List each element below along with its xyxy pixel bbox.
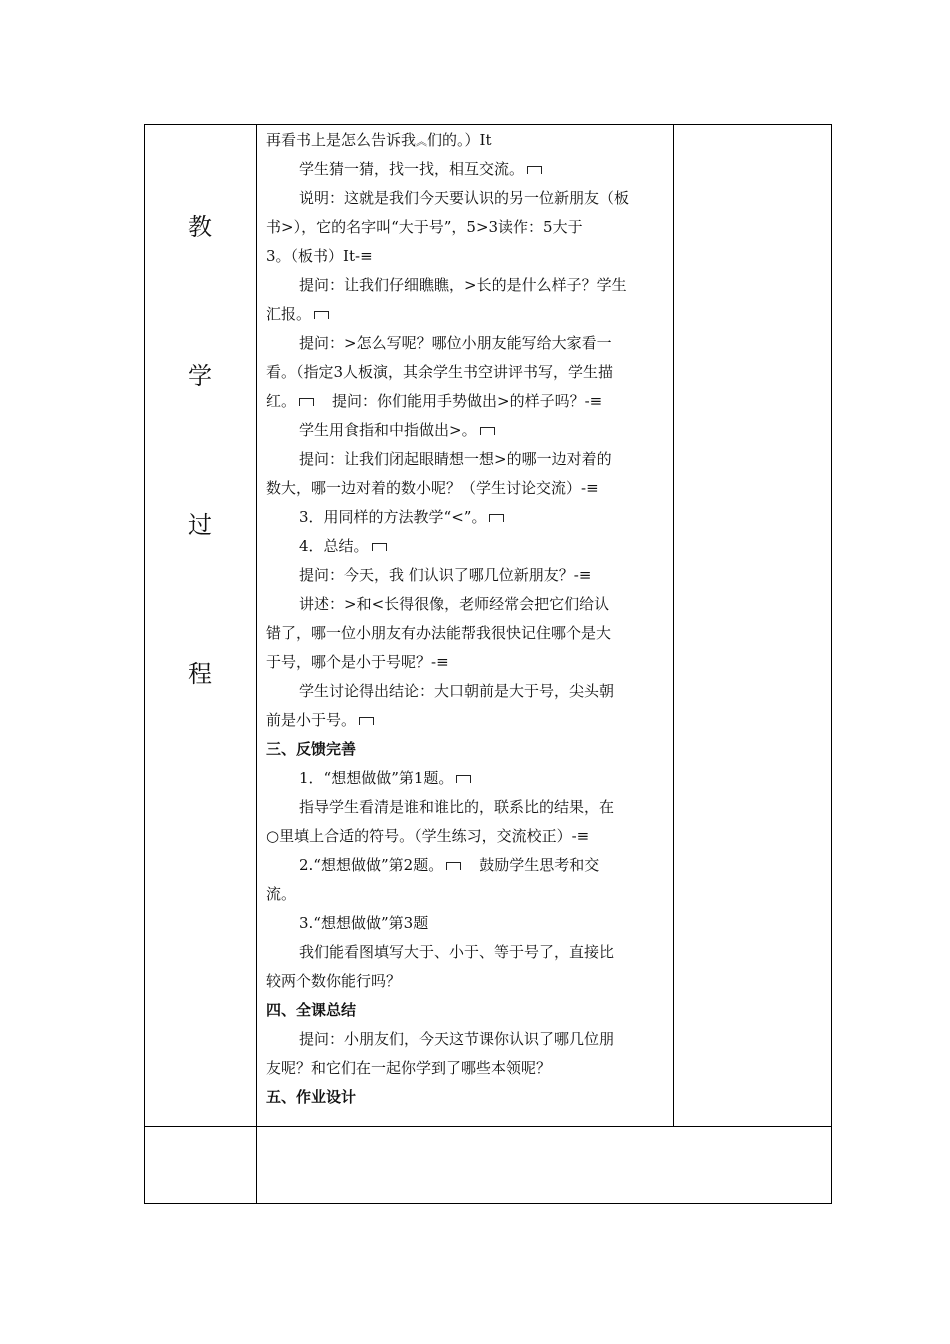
line-text: 五、作业设计 bbox=[266, 1088, 357, 1106]
line-text: 前是小于号。 bbox=[266, 711, 357, 729]
bracket-mark-icon bbox=[372, 543, 387, 551]
line-text: 三、反馈完善 bbox=[266, 740, 357, 758]
table-bottom-border bbox=[144, 1203, 832, 1204]
paragraph-line bbox=[266, 532, 662, 561]
paragraph-line bbox=[266, 822, 662, 851]
bracket-mark-icon bbox=[299, 398, 314, 406]
line-text: 说明：这就是我们今天要认识的另一位新朋友（板 bbox=[299, 189, 630, 207]
line-text: 数大，哪一边对着的数小呢？（学生讨论交流）-≡ bbox=[266, 479, 599, 497]
paragraph-line bbox=[266, 706, 662, 735]
line-text: 友呢？和它们在一起你学到了哪些本领呢？ bbox=[266, 1059, 552, 1077]
line-text-after: 鼓励学生思考和交 bbox=[479, 856, 600, 874]
paragraph-line bbox=[266, 677, 662, 706]
paragraph-line bbox=[266, 619, 662, 648]
line-text: 提问：小朋友们，今天这节课你认识了哪几位朋 bbox=[299, 1030, 615, 1048]
column-divider-right bbox=[673, 124, 674, 1127]
line-text: 3。（板书）It-≡ bbox=[266, 247, 373, 265]
line-text: 3．用同样的方法教学“<”。 bbox=[299, 508, 487, 526]
paragraph-line bbox=[266, 590, 662, 619]
annotation-mark-icon: ︽ bbox=[416, 135, 428, 148]
line-text: 指导学生看清是谁和谁比的，联系比的结果，在 bbox=[299, 798, 615, 816]
paragraph-line bbox=[266, 1054, 662, 1083]
table-top-border bbox=[144, 124, 832, 125]
paragraph-line bbox=[266, 445, 662, 474]
paragraph-line bbox=[266, 648, 662, 677]
paragraph-line bbox=[266, 909, 662, 938]
bracket-mark-icon bbox=[480, 427, 495, 435]
section-heading bbox=[266, 735, 662, 764]
line-text: 3.“想想做做”第3题 bbox=[299, 914, 429, 932]
line-text: 学生猜一猜，找一找，相互交流。 bbox=[299, 160, 525, 178]
paragraph-line bbox=[266, 184, 662, 213]
line-text-suffix: 们的。）It bbox=[427, 131, 492, 149]
paragraph-line bbox=[266, 358, 662, 387]
row-divider bbox=[144, 1126, 832, 1127]
line-text: ○里填上合适的符号。（学生练习，交流校正）-≡ bbox=[266, 827, 590, 845]
paragraph-line bbox=[266, 851, 662, 880]
line-text: 于号，哪个是小于号呢？-≡ bbox=[266, 653, 449, 671]
paragraph-line bbox=[266, 213, 662, 242]
section-heading bbox=[266, 996, 662, 1025]
line-text: 2.“想想做做”第2题。 bbox=[299, 856, 444, 874]
line-text: 流。 bbox=[266, 885, 297, 903]
line-text: 书>），它的名字叫“大于号”，5>3读作：5大于 bbox=[266, 218, 583, 236]
bracket-mark-icon bbox=[446, 862, 461, 870]
paragraph-line bbox=[266, 503, 662, 532]
line-text: 四、全课总结 bbox=[266, 1001, 357, 1019]
line-text: 再看书上是怎么告诉我 bbox=[266, 131, 417, 149]
paragraph-line bbox=[266, 561, 662, 590]
paragraph-line bbox=[266, 764, 662, 793]
line-text: 学生用食指和中指做出>。 bbox=[299, 421, 477, 439]
bracket-mark-icon bbox=[359, 717, 374, 725]
bracket-mark-icon bbox=[314, 311, 329, 319]
line-text: 汇报。 bbox=[266, 305, 312, 323]
line-text: 错了，哪一位小朋友有办法能帮我很快记住哪个是大 bbox=[266, 624, 612, 642]
bracket-mark-icon bbox=[456, 775, 471, 783]
line-text: 提问：让我们闭起眼睛想一想>的哪一边对着的 bbox=[299, 450, 612, 468]
line-text: 看。（指定3人板演，其余学生书空讲评书写，学生描 bbox=[266, 363, 614, 381]
line-text: 1．“想想做做”第1题。 bbox=[299, 769, 454, 787]
line-text: 我们能看图填写大于、小于、等于号了，直接比 bbox=[299, 943, 615, 961]
line-text: 4．总结。 bbox=[299, 537, 369, 555]
side-label-char: 过 bbox=[188, 511, 212, 539]
paragraph-line bbox=[266, 880, 662, 909]
line-text: 讲述：>和<长得很像，老师经常会把它们给认 bbox=[299, 595, 610, 613]
paragraph-line bbox=[266, 387, 662, 416]
side-label-char: 教 bbox=[188, 213, 212, 241]
paragraph-line bbox=[266, 967, 662, 996]
line-text: 学生讨论得出结论：大口朝前是大于号，尖头朝 bbox=[299, 682, 615, 700]
bracket-mark-icon bbox=[489, 514, 504, 522]
paragraph-line bbox=[266, 1025, 662, 1054]
side-label-char: 程 bbox=[188, 660, 212, 688]
table-right-border bbox=[831, 124, 832, 1204]
line-text: 较两个数你能行吗？ bbox=[266, 972, 402, 990]
paragraph-line bbox=[266, 938, 662, 967]
paragraph-line bbox=[266, 155, 662, 184]
line-text: 红。 bbox=[266, 392, 297, 410]
paragraph-line bbox=[266, 329, 662, 358]
paragraph-line bbox=[266, 474, 662, 503]
paragraph-line bbox=[266, 271, 662, 300]
side-label-char: 学 bbox=[188, 362, 212, 390]
line-text: 提问：>怎么写呢？哪位小朋友能写给大家看一 bbox=[299, 334, 612, 352]
paragraph-line bbox=[266, 300, 662, 329]
column-divider-left bbox=[256, 124, 257, 1204]
paragraph-line bbox=[266, 416, 662, 445]
section-heading bbox=[266, 1083, 662, 1112]
lesson-content bbox=[266, 126, 662, 1112]
paragraph-line bbox=[266, 126, 662, 155]
lesson-table bbox=[144, 124, 832, 1204]
bracket-mark-icon bbox=[527, 166, 542, 174]
paragraph-line bbox=[266, 242, 662, 271]
paragraph-line bbox=[266, 793, 662, 822]
line-text-after: 提问：你们能用手势做出>的样子吗？-≡ bbox=[332, 392, 603, 410]
line-text: 提问：今天，我 们认识了哪几位新朋友？-≡ bbox=[299, 566, 592, 584]
line-text: 提问：让我们仔细瞧瞧，>长的是什么样子？学生 bbox=[299, 276, 627, 294]
